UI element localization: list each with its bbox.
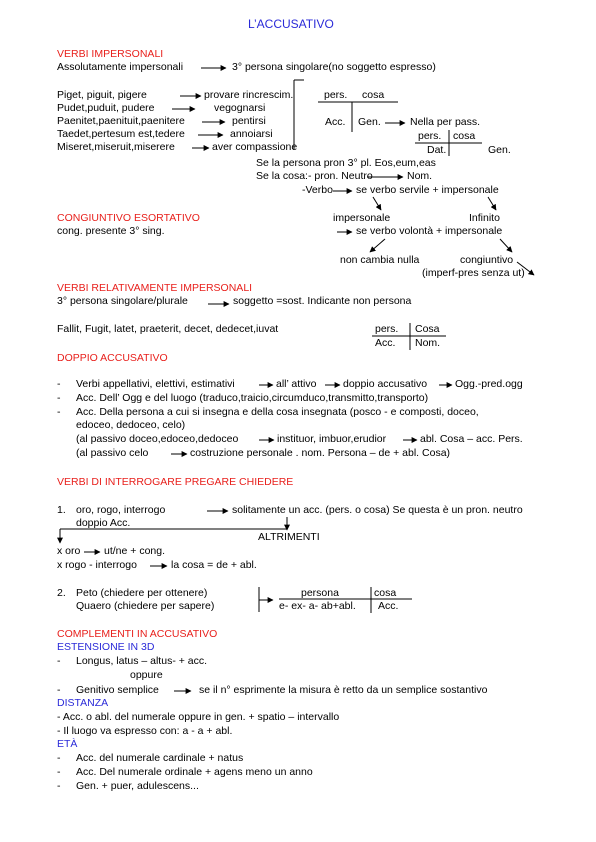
arrow	[488, 197, 496, 210]
text: Longus, latus – altus- + acc.	[76, 655, 208, 667]
table-header: Cosa	[415, 323, 440, 335]
bullet: -	[57, 752, 61, 764]
table-cell: Gen.	[488, 144, 511, 156]
table-header: cosa	[374, 587, 397, 599]
text: impersonale	[333, 212, 391, 224]
table-cell: Acc.	[325, 116, 346, 128]
list-number: 1.	[57, 504, 66, 516]
text: Fallit, Fugit, latet, praeterit, decet, dedecet,iuvat	[57, 323, 279, 335]
subheading-distanza: DISTANZA	[57, 697, 109, 709]
table-header: pers.	[375, 323, 399, 335]
text: Peto (chiedere per ottenere)	[76, 587, 208, 599]
text: Acc. Del numerale ordinale + agens meno un anno	[76, 766, 313, 778]
text: -Verbo	[302, 184, 333, 196]
text: abl. Cosa – acc. Pers.	[420, 433, 523, 445]
text: x oro	[57, 545, 81, 557]
arrow	[373, 197, 381, 210]
bullet: -	[57, 766, 61, 778]
page-title: L’ACCUSATIVO	[248, 17, 334, 31]
text: se verbo servile + impersonale	[356, 184, 499, 196]
bullet: -	[57, 406, 61, 418]
table-cell: Acc.	[375, 337, 396, 349]
text: la cosa = de + abl.	[171, 559, 257, 571]
table-cell: Dat.	[427, 144, 447, 156]
subheading-eta: ETÀ	[57, 738, 78, 750]
text: Ogg.-pred.ogg	[455, 378, 523, 390]
text: Genitivo semplice	[76, 684, 159, 696]
verb-taedet: Taedet,pertesum est,tedere	[57, 128, 185, 140]
arrow	[500, 239, 512, 252]
text: edoceo, dedoceo, celo)	[76, 419, 186, 431]
heading-congiuntivo-esortativo: CONGIUNTIVO ESORTATIVO	[57, 212, 200, 224]
text: doppio Acc.	[76, 517, 131, 529]
bullet: -	[57, 655, 61, 667]
arrow	[517, 262, 534, 275]
text: oppure	[130, 669, 163, 681]
text: Quaero (chiedere per sapere)	[76, 600, 215, 612]
text: Acc. Dell’ Ogg e del luogo (traduco,traicio,circumduco,transmitto,transporto)	[76, 392, 429, 404]
text: all’ attivo	[276, 378, 317, 390]
text: (al passivo doceo,edoceo,dedoceo	[76, 433, 239, 445]
text: Acc. Della persona a cui si insegna e della cosa insegnata (posco - e composti, doceo,	[76, 406, 479, 418]
text: - Il luogo va espresso con: a - a + abl.	[57, 725, 233, 737]
heading-verbi-di-interrogare: VERBI DI INTERROGARE PREGARE CHIEDERE	[57, 476, 294, 488]
verb-paenitet: Paenitet,paenituit,paenitere	[57, 115, 185, 127]
text: 3° persona singolare(no soggetto espresso)	[232, 61, 436, 73]
text: costruzione personale . nom. Persona – de + abl. Cosa)	[190, 447, 451, 459]
table-header: persona	[301, 587, 339, 599]
text: non cambia nulla	[340, 254, 420, 266]
heading-verbi-relativamente-impersonali: VERBI RELATIVAMENTE IMPERSONALI	[57, 282, 253, 294]
table-cell: e- ex- a- ab+abl.	[279, 600, 356, 612]
bullet: -	[57, 780, 61, 792]
table-cell: Nom.	[415, 337, 441, 349]
bullet: -	[57, 378, 61, 390]
text: ALTRIMENTI	[258, 531, 320, 543]
text: instituor, imbuor,erudior	[277, 433, 387, 445]
bullet: -	[57, 392, 61, 404]
text: Acc. del numerale cardinale + natus	[76, 752, 244, 764]
text: annoiarsi	[230, 128, 273, 140]
text: doppio accusativo	[343, 378, 428, 390]
verb-miseret: Miseret,miseruit,miserere	[57, 141, 175, 153]
text: provare rincrescim.	[204, 89, 294, 101]
text: Gen. + puer, adulescens...	[76, 780, 199, 792]
text: x rogo - interrogo	[57, 559, 137, 571]
subheading-estensione: ESTENSIONE IN 3D	[57, 641, 155, 653]
text: Verbi appellativi, elettivi, estimativi	[76, 378, 235, 390]
text: Se la persona pron 3° pl. Eos,eum,eas	[256, 157, 436, 169]
text: 3° persona singolare/plurale	[57, 295, 188, 307]
table-cell: Acc.	[378, 600, 399, 612]
text: (imperf-pres senza ut)	[422, 267, 525, 279]
text: Infinito	[469, 212, 500, 224]
text: Assolutamente impersonali	[57, 61, 184, 73]
text: soggetto =sost. Indicante non persona	[233, 295, 412, 307]
text: solitamente un acc. (pers. o cosa) Se questa è un pron. neutro	[232, 504, 523, 516]
text: aver compassione	[212, 141, 298, 153]
arrow	[370, 239, 385, 252]
text: (al passivo celo	[76, 447, 149, 459]
text: se verbo volontà + impersonale	[356, 225, 503, 237]
text: congiuntivo	[460, 254, 514, 266]
text: vegognarsi	[214, 102, 266, 114]
list-number: 2.	[57, 587, 66, 599]
text: pentirsi	[232, 115, 266, 127]
heading-doppio-accusativo: DOPPIO ACCUSATIVO	[57, 352, 168, 364]
table-header: pers.	[418, 130, 442, 142]
text: cong. presente 3° sing.	[57, 225, 165, 237]
text: oro, rogo, interrogo	[76, 504, 166, 516]
verb-piget: Piget, piguit, pigere	[57, 89, 147, 101]
verb-pudet: Pudet,puduit, pudere	[57, 102, 155, 114]
table-header: pers.	[324, 89, 348, 101]
text: - Acc. o abl. del numerale oppure in gen. + spatio – intervallo	[57, 711, 340, 723]
heading-verbi-impersonali: VERBI IMPERSONALI	[57, 48, 164, 60]
text: se il n° esprimente la misura è retto da un semplice sostantivo	[199, 684, 488, 696]
bullet: -	[57, 684, 61, 696]
text: ut/ne + cong.	[104, 545, 166, 557]
table-cell: Gen.	[358, 116, 381, 128]
text: Se la cosa:- pron. Neutro	[256, 170, 373, 182]
heading-complementi-in-accusativo: COMPLEMENTI IN ACCUSATIVO	[57, 628, 218, 640]
table-header: cosa	[453, 130, 476, 142]
table-header: cosa	[362, 89, 385, 101]
text: Nella per pass.	[410, 116, 481, 128]
text: Nom.	[407, 170, 433, 182]
